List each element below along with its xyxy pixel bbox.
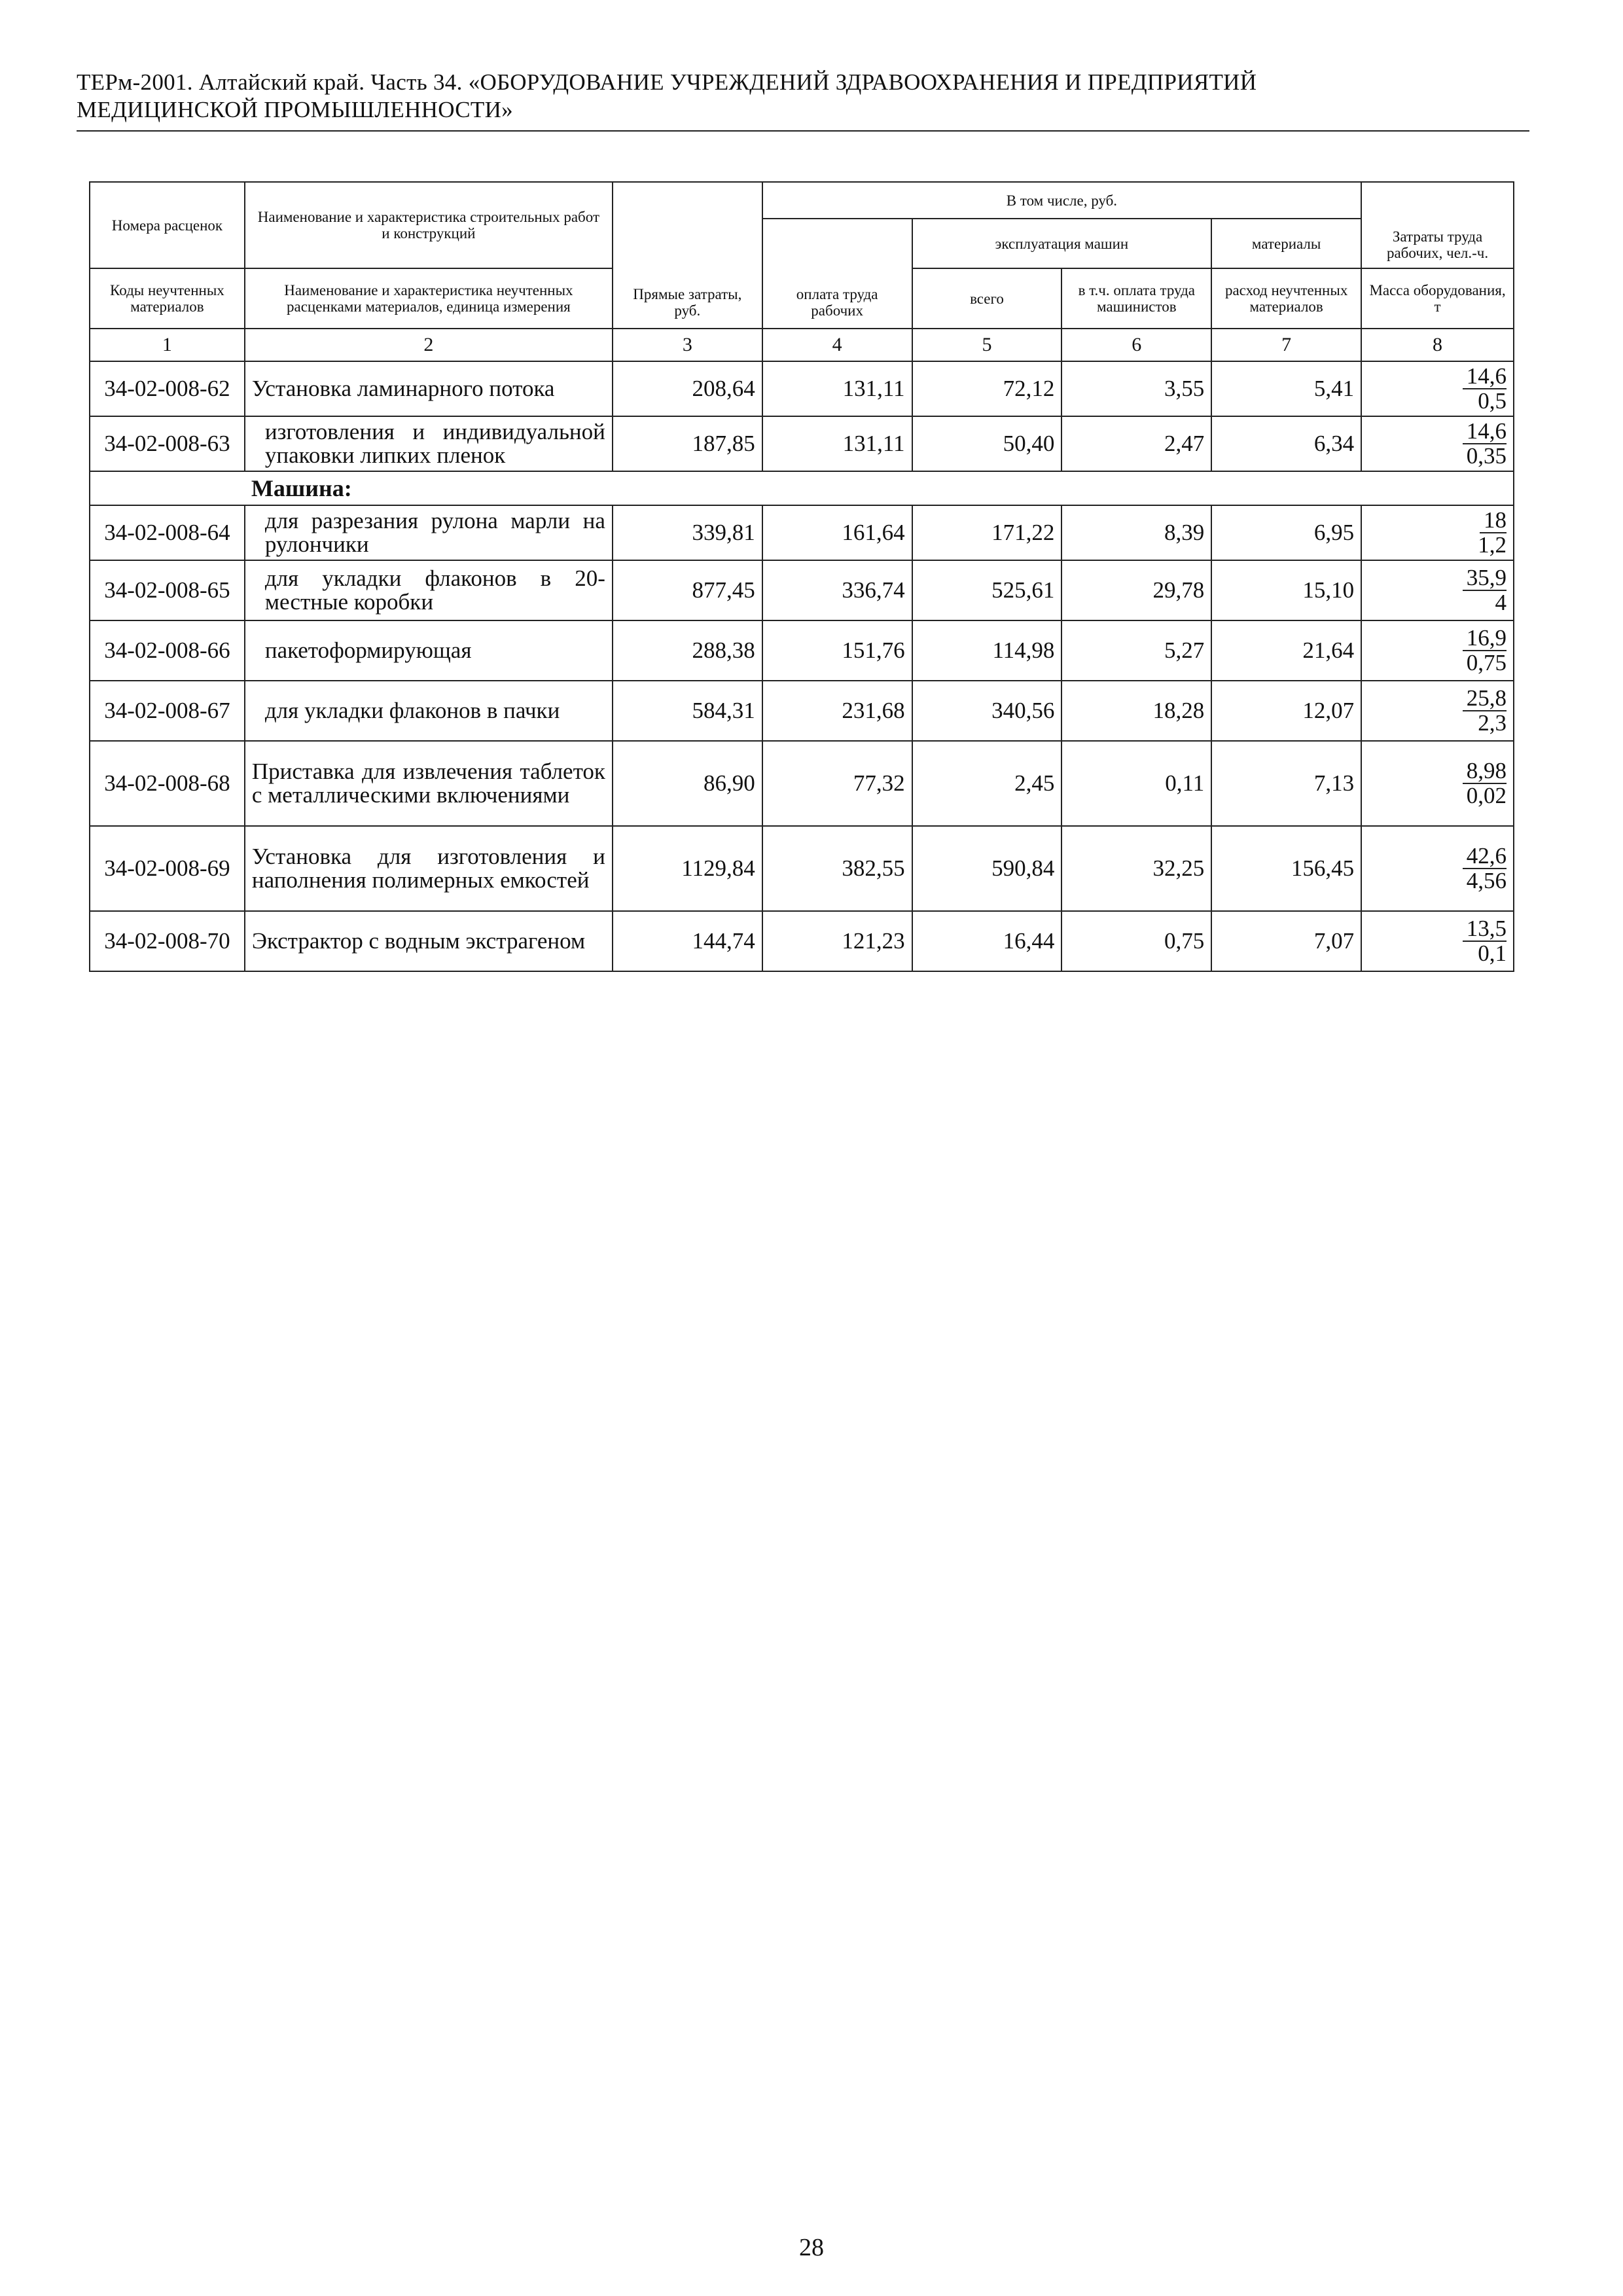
rate-code: 34-02-008-64 [90, 505, 245, 560]
labor-mass-fraction [1361, 741, 1514, 826]
operator-pay: 29,78 [1061, 560, 1211, 620]
rate-code: 34-02-008-68 [90, 741, 245, 826]
rate-name: для укладки флаконов в 20-местные коробки [245, 560, 613, 620]
section-label: Машина: [245, 471, 1514, 505]
table-row [90, 911, 1514, 971]
rate-code: 34-02-008-63 [90, 416, 245, 471]
equipment-mass: 0,35 [1466, 443, 1507, 469]
equipment-mass: 2,3 [1478, 710, 1507, 736]
machine-total: 525,61 [912, 560, 1062, 620]
header-incl-operator-pay: в т.ч. оплата труда машинистов [1061, 268, 1211, 329]
section-row [90, 471, 1514, 505]
worker-pay: 121,23 [762, 911, 912, 971]
table-row [90, 505, 1514, 560]
machine-total: 114,98 [912, 620, 1062, 681]
equipment-mass: 0,02 [1466, 783, 1507, 808]
labor-hours: 25,8 [1463, 687, 1507, 711]
machine-total: 50,40 [912, 416, 1062, 471]
materials-cost: 12,07 [1211, 681, 1361, 741]
labor-mass-fraction [1361, 361, 1514, 416]
header-total: всего [912, 268, 1062, 329]
direct-costs: 208,64 [613, 361, 762, 416]
materials-cost: 156,45 [1211, 826, 1361, 911]
rate-code: 34-02-008-65 [90, 560, 245, 620]
machine-total: 16,44 [912, 911, 1062, 971]
labor-mass-fraction [1361, 560, 1514, 620]
column-number: 8 [1361, 329, 1514, 361]
table-row [90, 361, 1514, 416]
column-number: 5 [912, 329, 1062, 361]
rate-code: 34-02-008-66 [90, 620, 245, 681]
labor-hours: 16,9 [1463, 626, 1507, 651]
machine-total: 2,45 [912, 741, 1062, 826]
labor-hours: 18 [1480, 509, 1507, 533]
rate-name: изготовления и индивидуальной упаковки липких пленок [245, 416, 613, 471]
worker-pay: 151,76 [762, 620, 912, 681]
worker-pay: 131,11 [762, 361, 912, 416]
labor-hours: 14,6 [1463, 365, 1507, 389]
header-material-codes: Коды неучтенных материалов [90, 268, 245, 329]
direct-costs: 877,45 [613, 560, 762, 620]
labor-mass-fraction [1361, 416, 1514, 471]
materials-cost: 7,13 [1211, 741, 1361, 826]
header-labor-costs: Затраты труда рабочих, чел.-ч. [1361, 182, 1514, 268]
labor-mass-fraction [1361, 620, 1514, 681]
direct-costs: 86,90 [613, 741, 762, 826]
labor-hours: 14,6 [1463, 420, 1507, 444]
rate-code: 34-02-008-62 [90, 361, 245, 416]
header-equipment-mass: Масса оборудования, т [1361, 268, 1514, 329]
direct-costs: 288,38 [613, 620, 762, 681]
table-row [90, 416, 1514, 471]
header-direct-costs: Прямые затраты, руб. [613, 182, 762, 329]
header-work-name: Наименование и характеристика строительных работ и конструкций [245, 182, 613, 268]
rate-name: Экстрактор с водным экстрагеном [245, 911, 613, 971]
rates-table [89, 181, 1514, 972]
worker-pay: 231,68 [762, 681, 912, 741]
table-row [90, 560, 1514, 620]
equipment-mass: 4 [1495, 590, 1507, 615]
rate-code: 34-02-008-67 [90, 681, 245, 741]
equipment-mass: 0,1 [1478, 941, 1507, 966]
header-machine-operation: эксплуатация машин [912, 219, 1212, 268]
rate-code: 34-02-008-70 [90, 911, 245, 971]
machine-total: 340,56 [912, 681, 1062, 741]
machine-total: 171,22 [912, 505, 1062, 560]
labor-hours: 35,9 [1463, 566, 1507, 591]
direct-costs: 144,74 [613, 911, 762, 971]
worker-pay: 382,55 [762, 826, 912, 911]
labor-mass-fraction [1361, 911, 1514, 971]
operator-pay: 2,47 [1061, 416, 1211, 471]
column-number: 4 [762, 329, 912, 361]
operator-pay: 18,28 [1061, 681, 1211, 741]
labor-mass-fraction [1361, 826, 1514, 911]
rate-name: для укладки флаконов в пачки [245, 681, 613, 741]
column-number: 3 [613, 329, 762, 361]
header-material-name: Наименование и характеристика неучтенных расценками материалов, единица измерения [245, 268, 613, 329]
rate-name: для разрезания рулона марли на рулончики [245, 505, 613, 560]
header-materials: материалы [1211, 219, 1361, 268]
direct-costs: 187,85 [613, 416, 762, 471]
table-row [90, 620, 1514, 681]
labor-hours: 13,5 [1463, 917, 1507, 942]
operator-pay: 3,55 [1061, 361, 1211, 416]
rate-name: Установка ламинарного потока [245, 361, 613, 416]
materials-cost: 21,64 [1211, 620, 1361, 681]
header-unaccounted-materials: расход неучтенных материалов [1211, 268, 1361, 329]
header-rate-numbers: Номера расценок [90, 182, 245, 268]
table-row [90, 681, 1514, 741]
labor-hours: 8,98 [1463, 759, 1507, 784]
page-header [77, 69, 1516, 124]
column-number: 7 [1211, 329, 1361, 361]
direct-costs: 339,81 [613, 505, 762, 560]
operator-pay: 0,11 [1061, 741, 1211, 826]
direct-costs: 584,31 [613, 681, 762, 741]
equipment-mass: 0,5 [1478, 388, 1507, 414]
header-line-1: ТЕРм-2001. Алтайский край. Часть 34. «ОБОРУДОВАНИЕ УЧРЕЖДЕНИЙ ЗДРАВООХРАНЕНИЯ И ПРЕДПРИЯТИЙ [77, 69, 1257, 95]
operator-pay: 32,25 [1061, 826, 1211, 911]
machine-total: 590,84 [912, 826, 1062, 911]
header-line-2: МЕДИЦИНСКОЙ ПРОМЫШЛЕННОСТИ» [77, 97, 513, 122]
operator-pay: 5,27 [1061, 620, 1211, 681]
page-number: 28 [799, 2234, 824, 2261]
header-worker-pay: оплата труда рабочих [762, 219, 912, 329]
operator-pay: 8,39 [1061, 505, 1211, 560]
table-row [90, 741, 1514, 826]
table-header [90, 182, 1514, 361]
worker-pay: 161,64 [762, 505, 912, 560]
materials-cost: 5,41 [1211, 361, 1361, 416]
materials-cost: 6,34 [1211, 416, 1361, 471]
materials-cost: 15,10 [1211, 560, 1361, 620]
table-row [90, 826, 1514, 911]
column-number: 1 [90, 329, 245, 361]
worker-pay: 336,74 [762, 560, 912, 620]
direct-costs: 1129,84 [613, 826, 762, 911]
header-including: В том числе, руб. [762, 182, 1361, 219]
column-number: 2 [245, 329, 613, 361]
rate-code: 34-02-008-69 [90, 826, 245, 911]
equipment-mass: 1,2 [1478, 532, 1507, 558]
rate-name: пакетоформирующая [245, 620, 613, 681]
materials-cost: 6,95 [1211, 505, 1361, 560]
materials-cost: 7,07 [1211, 911, 1361, 971]
equipment-mass: 4,56 [1466, 868, 1507, 893]
header-divider [77, 130, 1529, 132]
equipment-mass: 0,75 [1466, 650, 1507, 675]
rate-name: Приставка для извлечения таблеток с металлическими включениями [245, 741, 613, 826]
column-number: 6 [1061, 329, 1211, 361]
labor-hours: 42,6 [1463, 844, 1507, 869]
table-body [90, 361, 1514, 971]
worker-pay: 77,32 [762, 741, 912, 826]
worker-pay: 131,11 [762, 416, 912, 471]
operator-pay: 0,75 [1061, 911, 1211, 971]
labor-mass-fraction [1361, 505, 1514, 560]
labor-mass-fraction [1361, 681, 1514, 741]
machine-total: 72,12 [912, 361, 1062, 416]
rate-name: Установка для изготовления и наполнения полимерных емкостей [245, 826, 613, 911]
